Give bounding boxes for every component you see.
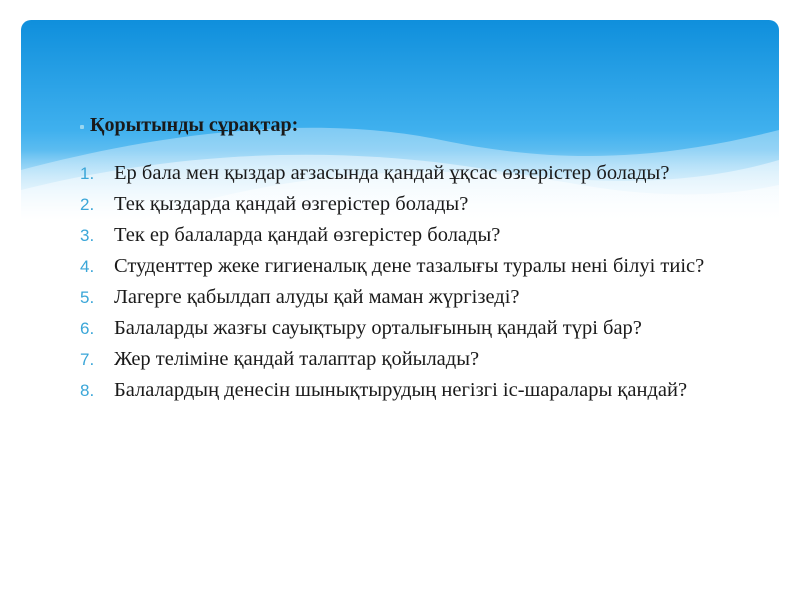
- list-number: 2.: [80, 195, 95, 214]
- question-text: Ер бала мен қыздар ағзасында қандай ұқсас өзгерістер болады?: [114, 162, 670, 184]
- list-item: [70, 160, 730, 187]
- list-item: [70, 346, 730, 373]
- list-number: 1.: [80, 164, 95, 183]
- heading-text: Қорытынды сұрақтар:: [90, 114, 299, 136]
- list-item: [70, 253, 730, 280]
- question-text: Тек ер балаларда қандай өзгерістер болады?: [114, 224, 501, 246]
- question-text: Жер теліміне қандай талаптар қойылады?: [114, 348, 480, 370]
- question-text: Балалардың денесін шынықтырудың негізгі іс-шаралары қандай?: [114, 379, 688, 401]
- list-item: [70, 377, 730, 404]
- questions-list: [70, 160, 730, 408]
- question-text: Балаларды жазғы сауықтыру орталығының қандай түрі бар?: [114, 317, 642, 339]
- list-number: 5.: [80, 288, 95, 307]
- list-item: [70, 222, 730, 249]
- slide-heading: [90, 114, 298, 137]
- question-text: Лагерге қабылдап алуды қай маман жүргізеді?: [114, 286, 520, 308]
- list-number: 8.: [80, 381, 95, 400]
- question-text: Тек қыздарда қандай өзгерістер болады?: [114, 193, 469, 215]
- bullet-icon: [80, 125, 84, 129]
- list-number: 6.: [80, 319, 95, 338]
- list-number: 7.: [80, 350, 95, 369]
- list-item: [70, 315, 730, 342]
- list-number: 4.: [80, 257, 95, 276]
- question-text: Студенттер жеке гигиеналық дене тазалығы туралы нені білуі тиіс?: [114, 255, 705, 277]
- list-number: 3.: [80, 226, 95, 245]
- list-item: [70, 191, 730, 218]
- list-item: [70, 284, 730, 311]
